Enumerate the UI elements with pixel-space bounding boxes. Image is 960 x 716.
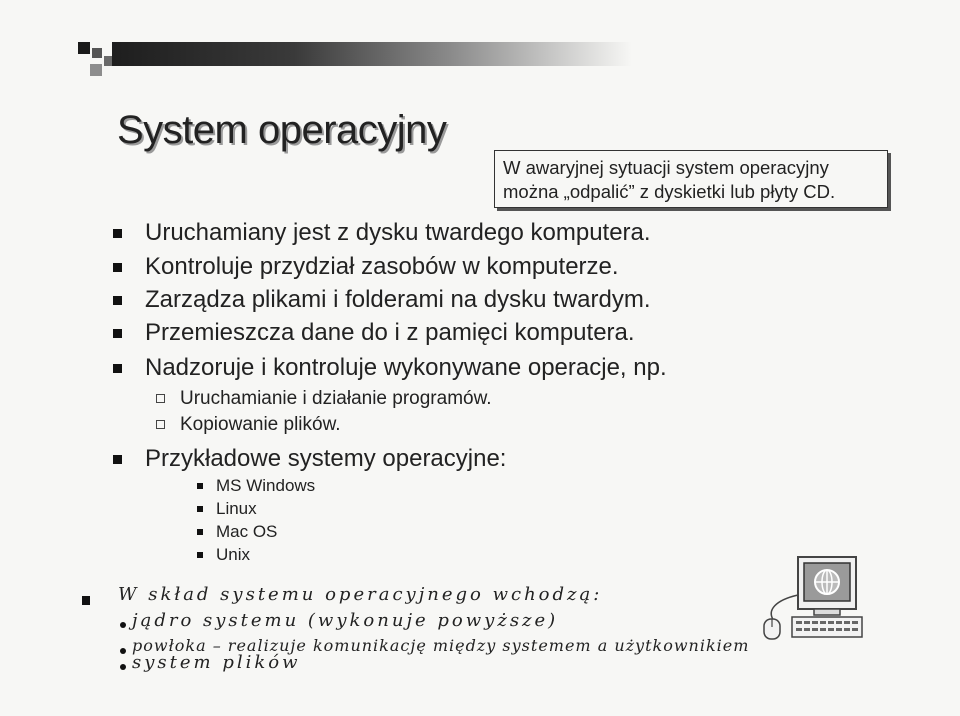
header-bar-decoration [112, 42, 632, 66]
handwriting-bullet-dot [120, 664, 126, 670]
examples-heading: Przykładowe systemy operacyjne: [145, 445, 507, 472]
handwritten-note: system plików [132, 652, 301, 673]
bullet-item: Kontroluje przydział zasobów w komputerze. [145, 253, 619, 280]
header-square-decoration [90, 64, 102, 76]
handwriting-bullet-dot [120, 648, 126, 654]
handwritten-note: jądro systemu (wykonuje powyższe) [132, 610, 559, 631]
example-item: MS Windows [216, 476, 316, 495]
sub-bullet-item: Kopiowanie plików. [180, 414, 341, 435]
slide-title: System operacyjny [117, 108, 447, 152]
computer-clipart-icon [756, 555, 866, 645]
bullet-item: Uruchamiany jest z dysku twardego komputera. [145, 219, 651, 246]
example-item: Linux [216, 499, 257, 518]
callout-line-1: W awaryjnej sytuacji system operacyjny [503, 157, 829, 178]
header-square-decoration [92, 48, 102, 58]
handwritten-note: W skład systemu operacyjnego wchodzą: [118, 584, 603, 605]
handwriting-bullet-dot [120, 622, 126, 628]
bullet-item: Przemieszcza dane do i z pamięci komputera. [145, 319, 635, 346]
example-item: Unix [216, 545, 251, 564]
callout-box [494, 150, 888, 208]
sub-bullet-item: Uruchamianie i działanie programów. [180, 388, 492, 409]
header-square-decoration [78, 42, 90, 54]
example-item: Mac OS [216, 522, 278, 541]
bullet-item: Zarządza plikami i folderami na dysku twardym. [145, 286, 651, 313]
handwriting-bullet-square [82, 596, 90, 605]
bullet-item: Nadzoruje i kontroluje wykonywane operacje, np. [145, 354, 667, 381]
callout-line-2: można „odpalić” z dyskietki lub płyty CD. [503, 181, 836, 202]
handwritten-note: powłoka – realizuje komunikację między systemem a użytkownikiem [132, 636, 750, 655]
